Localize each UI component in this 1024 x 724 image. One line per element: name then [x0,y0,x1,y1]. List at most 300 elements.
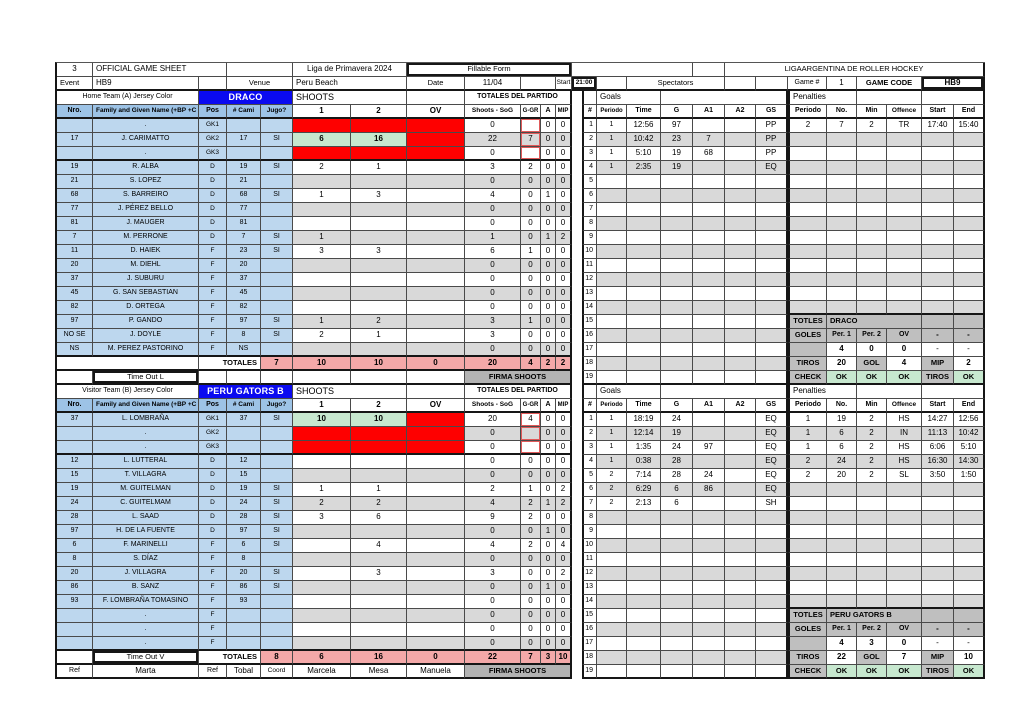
player-jersey[interactable]: 23 [227,245,261,259]
total-a[interactable]: 0 [541,147,556,161]
player-jersey[interactable]: 37 [227,273,261,287]
shoots-period2[interactable] [351,259,407,273]
pen-min[interactable] [857,203,887,217]
pen-min[interactable] [857,483,887,497]
goal-gs[interactable] [756,217,788,231]
pen-min[interactable]: 2 [857,413,887,427]
coord-name[interactable]: Marcela [293,665,351,679]
total-a[interactable]: 0 [541,245,556,259]
total-mip[interactable]: 0 [556,119,572,133]
goal-time[interactable]: 18:19 [627,413,661,427]
goal-assist1[interactable] [693,161,725,175]
goal-time[interactable] [627,203,661,217]
goal-time[interactable] [627,245,661,259]
total-a[interactable]: 0 [541,483,556,497]
pen-periodo[interactable] [788,539,827,553]
shoots-period2[interactable] [351,175,407,189]
goal-time[interactable] [627,665,661,679]
goal-assist1[interactable] [693,119,725,133]
goal-assist2[interactable] [725,189,756,203]
pen-end[interactable] [954,301,985,315]
pen-start[interactable] [922,273,954,287]
player-name[interactable]: . [93,609,199,623]
date-value[interactable]: 11/04 [465,77,521,91]
pen-periodo[interactable] [788,581,827,595]
shoots-period1[interactable] [293,273,351,287]
goal-gs[interactable]: PP [756,147,788,161]
pen-no[interactable] [827,231,857,245]
player-played[interactable] [261,147,293,161]
player-name[interactable]: . [93,147,199,161]
goal-periodo[interactable]: 2 [597,497,627,511]
totales-period1[interactable]: 6 [293,651,351,665]
goal-assist2[interactable] [725,553,756,567]
total-mip[interactable]: 0 [556,427,572,441]
total-a[interactable]: 1 [541,189,556,203]
player-jersey[interactable]: 37 [227,413,261,427]
player-pos[interactable]: F [199,343,227,357]
shoots-period1[interactable] [293,595,351,609]
goal-periodo[interactable] [597,343,627,357]
totales-ov[interactable]: 0 [407,357,465,371]
player-played[interactable] [261,217,293,231]
goal-time[interactable] [627,553,661,567]
player-played[interactable] [261,623,293,637]
goal-scorer[interactable] [661,623,693,637]
player-name[interactable]: G. SAN SEBASTIAN [93,287,199,301]
goal-assist1[interactable] [693,231,725,245]
summary-gol-value[interactable]: 7 [887,651,922,665]
total-sog[interactable]: 0 [465,595,521,609]
shoots-ov[interactable] [407,175,465,189]
shoots-ov[interactable] [407,245,465,259]
goal-time[interactable]: 10:42 [627,133,661,147]
goal-assist1[interactable] [693,357,725,371]
pen-min[interactable] [857,161,887,175]
player-played[interactable] [261,553,293,567]
player-played[interactable]: SI [261,525,293,539]
shoots-period1[interactable]: 1 [293,231,351,245]
pen-start[interactable]: 17:40 [922,119,954,133]
total-mip[interactable]: 0 [556,623,572,637]
player-jersey[interactable]: 97 [227,525,261,539]
player-jersey[interactable]: 8 [227,553,261,567]
total-sog[interactable]: 0 [465,427,521,441]
goal-periodo[interactable] [597,301,627,315]
player-nro[interactable] [57,623,93,637]
player-name[interactable]: M. PERRONE [93,231,199,245]
summary-tiros-value[interactable]: 20 [827,357,857,371]
total-a[interactable]: 0 [541,553,556,567]
shoots-period2[interactable] [351,595,407,609]
player-nro[interactable]: 28 [57,511,93,525]
goal-assist1[interactable] [693,329,725,343]
goal-assist1[interactable] [693,651,725,665]
pen-start[interactable] [922,553,954,567]
pen-no[interactable] [827,511,857,525]
shoots-period2[interactable] [351,147,407,161]
pen-no[interactable] [827,525,857,539]
goal-gs[interactable]: EQ [756,441,788,455]
total-mip[interactable]: 2 [556,231,572,245]
goal-assist2[interactable] [725,343,756,357]
player-pos[interactable]: D [199,189,227,203]
goal-assist2[interactable] [725,119,756,133]
pen-min[interactable]: 2 [857,441,887,455]
goal-gs[interactable] [756,525,788,539]
goal-scorer[interactable] [661,245,693,259]
player-name[interactable]: S. BARREIRO [93,189,199,203]
total-a[interactable]: 0 [541,595,556,609]
pen-offence[interactable]: SL [887,469,922,483]
player-played[interactable]: SI [261,245,293,259]
total-a[interactable]: 0 [541,469,556,483]
player-played[interactable] [261,259,293,273]
game-number-value[interactable]: 1 [827,77,857,91]
totales-period1[interactable]: 10 [293,357,351,371]
pen-end[interactable] [954,189,985,203]
total-a[interactable]: 0 [541,301,556,315]
pen-end[interactable] [954,217,985,231]
player-played[interactable] [261,469,293,483]
pen-min[interactable]: 2 [857,455,887,469]
goal-time[interactable] [627,175,661,189]
player-pos[interactable]: D [199,455,227,469]
pen-end[interactable] [954,245,985,259]
totales-jugo[interactable]: 8 [261,651,293,665]
player-name[interactable]: B. SANZ [93,581,199,595]
total-a[interactable]: 0 [541,343,556,357]
goal-assist2[interactable] [725,413,756,427]
shoots-period2[interactable]: 4 [351,539,407,553]
goal-periodo[interactable]: 1 [597,441,627,455]
goal-gs[interactable] [756,231,788,245]
goal-time[interactable] [627,273,661,287]
pen-offence[interactable] [887,273,922,287]
pen-end[interactable]: 12:56 [954,413,985,427]
pen-end[interactable] [954,287,985,301]
pen-min[interactable] [857,133,887,147]
pen-end[interactable] [954,259,985,273]
player-nro[interactable] [57,427,93,441]
total-a[interactable]: 0 [541,567,556,581]
goal-assist2[interactable] [725,329,756,343]
total-sog[interactable]: 3 [465,161,521,175]
goal-scorer[interactable] [661,581,693,595]
pen-offence[interactable]: HS [887,455,922,469]
shoots-period1[interactable]: 2 [293,329,351,343]
player-pos[interactable]: GK3 [199,441,227,455]
player-pos[interactable]: D [199,497,227,511]
start-time-value[interactable]: 21:00 [572,77,597,91]
pen-min[interactable] [857,287,887,301]
pen-min[interactable] [857,567,887,581]
goal-assist1[interactable] [693,553,725,567]
pen-periodo[interactable] [788,175,827,189]
shoots-period1[interactable]: 1 [293,189,351,203]
goal-gs[interactable] [756,315,788,329]
player-jersey[interactable]: 24 [227,497,261,511]
pen-start[interactable] [922,217,954,231]
total-g-gr[interactable]: 0 [521,175,541,189]
pen-start[interactable] [922,287,954,301]
goal-gs[interactable] [756,595,788,609]
pen-end[interactable] [954,175,985,189]
goal-gs[interactable]: EQ [756,161,788,175]
goal-time[interactable] [627,301,661,315]
totales-g-gr[interactable]: 7 [521,651,541,665]
total-mip[interactable]: 0 [556,581,572,595]
shoots-period2[interactable] [351,469,407,483]
player-nro[interactable]: 15 [57,469,93,483]
pen-offence[interactable]: IN [887,427,922,441]
goal-scorer[interactable] [661,637,693,651]
player-jersey[interactable]: 68 [227,189,261,203]
goal-periodo[interactable] [597,651,627,665]
goal-periodo[interactable] [597,511,627,525]
total-g-gr[interactable]: 0 [521,343,541,357]
pen-no[interactable] [827,133,857,147]
pen-offence[interactable] [887,217,922,231]
goal-assist1[interactable] [693,595,725,609]
pen-start[interactable] [922,133,954,147]
summary-mip-value[interactable]: 10 [954,651,985,665]
goal-assist1[interactable] [693,245,725,259]
goal-periodo[interactable] [597,245,627,259]
shoots-period1[interactable] [293,469,351,483]
shoots-period2[interactable]: 3 [351,567,407,581]
pen-no[interactable]: 7 [827,119,857,133]
player-pos[interactable]: F [199,259,227,273]
shoots-ov[interactable] [407,567,465,581]
total-sog[interactable]: 0 [465,581,521,595]
pen-periodo[interactable]: 1 [788,427,827,441]
total-g-gr[interactable]: 0 [521,455,541,469]
pen-no[interactable] [827,259,857,273]
total-mip[interactable]: 0 [556,147,572,161]
goal-assist1[interactable] [693,315,725,329]
pen-start[interactable] [922,581,954,595]
player-name[interactable]: S. LOPEZ [93,175,199,189]
shoots-ov[interactable] [407,203,465,217]
pen-periodo[interactable] [788,301,827,315]
pen-periodo[interactable] [788,497,827,511]
pen-end[interactable] [954,595,985,609]
goal-time[interactable]: 2:35 [627,161,661,175]
pen-periodo[interactable] [788,273,827,287]
total-mip[interactable]: 2 [556,483,572,497]
shoots-period1[interactable]: 10 [293,413,351,427]
total-a[interactable]: 1 [541,525,556,539]
goal-assist1[interactable] [693,623,725,637]
total-g-gr[interactable]: 1 [521,483,541,497]
goal-gs[interactable]: EQ [756,469,788,483]
pen-periodo[interactable] [788,511,827,525]
goal-assist2[interactable] [725,525,756,539]
shoots-period2[interactable] [351,525,407,539]
total-g-gr[interactable]: 0 [521,567,541,581]
player-played[interactable] [261,343,293,357]
pen-min[interactable] [857,581,887,595]
player-nro[interactable]: 45 [57,287,93,301]
goal-periodo[interactable]: 2 [597,483,627,497]
shoots-period2[interactable]: 3 [351,189,407,203]
player-pos[interactable]: D [199,525,227,539]
total-g-gr[interactable]: 0 [521,637,541,651]
goal-gs[interactable] [756,273,788,287]
player-jersey[interactable] [227,637,261,651]
total-sog[interactable]: 22 [465,133,521,147]
player-name[interactable]: P. GANDO [93,315,199,329]
total-mip[interactable]: 4 [556,539,572,553]
summary-goles-ov[interactable]: 0 [887,637,922,651]
total-sog[interactable]: 9 [465,511,521,525]
goal-gs[interactable] [756,553,788,567]
pen-start[interactable] [922,539,954,553]
goal-assist1[interactable] [693,511,725,525]
player-played[interactable]: SI [261,315,293,329]
goal-gs[interactable] [756,287,788,301]
player-jersey[interactable]: 45 [227,287,261,301]
goal-scorer[interactable]: 19 [661,147,693,161]
total-mip[interactable]: 2 [556,497,572,511]
pen-no[interactable]: 6 [827,427,857,441]
pen-start[interactable] [922,203,954,217]
game-code-value[interactable]: HB9 [922,77,985,91]
total-a[interactable]: 1 [541,581,556,595]
total-sog[interactable]: 0 [465,637,521,651]
total-sog[interactable]: 6 [465,245,521,259]
goal-scorer[interactable] [661,189,693,203]
pen-offence[interactable]: HS [887,413,922,427]
totales-sog[interactable]: 20 [465,357,521,371]
pen-periodo[interactable]: 2 [788,455,827,469]
goal-assist2[interactable] [725,511,756,525]
player-name[interactable]: . [93,441,199,455]
total-sog[interactable]: 0 [465,525,521,539]
pen-no[interactable] [827,301,857,315]
totales-a[interactable]: 3 [541,651,556,665]
goal-assist2[interactable] [725,427,756,441]
shoots-period1[interactable] [293,525,351,539]
total-sog[interactable]: 1 [465,231,521,245]
goal-assist1[interactable] [693,189,725,203]
pen-min[interactable] [857,259,887,273]
shoots-period1[interactable]: 2 [293,497,351,511]
player-nro[interactable]: 11 [57,245,93,259]
shoots-period2[interactable]: 10 [351,413,407,427]
shoots-ov[interactable] [407,301,465,315]
total-sog[interactable]: 0 [465,259,521,273]
pen-offence[interactable] [887,175,922,189]
player-pos[interactable]: GK2 [199,427,227,441]
goal-gs[interactable]: EQ [756,483,788,497]
pen-start[interactable] [922,511,954,525]
goal-assist1[interactable] [693,525,725,539]
shoots-period1[interactable] [293,637,351,651]
player-played[interactable] [261,119,293,133]
goal-gs[interactable] [756,511,788,525]
player-played[interactable] [261,203,293,217]
pen-min[interactable] [857,595,887,609]
goal-scorer[interactable] [661,231,693,245]
shoots-ov[interactable] [407,581,465,595]
total-mip[interactable]: 0 [556,609,572,623]
pen-periodo[interactable] [788,287,827,301]
pen-end[interactable] [954,581,985,595]
goal-scorer[interactable] [661,539,693,553]
player-nro[interactable]: 19 [57,483,93,497]
summary-tiros-value[interactable]: 22 [827,651,857,665]
total-g-gr[interactable] [521,119,541,133]
player-name[interactable]: H. DE LA FUENTE [93,525,199,539]
total-g-gr[interactable]: 0 [521,301,541,315]
goal-assist1[interactable] [693,609,725,623]
player-nro[interactable]: 81 [57,217,93,231]
goal-assist1[interactable] [693,217,725,231]
total-sog[interactable]: 0 [465,147,521,161]
player-jersey[interactable]: 19 [227,161,261,175]
goal-scorer[interactable]: 24 [661,413,693,427]
shoots-ov[interactable] [407,315,465,329]
pen-offence[interactable] [887,147,922,161]
player-name[interactable]: L. LOMBRAÑA [93,413,199,427]
pen-min[interactable] [857,217,887,231]
pen-offence[interactable] [887,483,922,497]
player-pos[interactable]: GK2 [199,133,227,147]
pen-start[interactable] [922,567,954,581]
total-sog[interactable]: 0 [465,175,521,189]
pen-end[interactable] [954,231,985,245]
goal-scorer[interactable]: 19 [661,427,693,441]
goal-scorer[interactable]: 23 [661,133,693,147]
player-played[interactable] [261,455,293,469]
goal-assist2[interactable] [725,371,756,385]
shoots-period2[interactable]: 2 [351,315,407,329]
shoots-period2[interactable]: 3 [351,245,407,259]
player-pos[interactable]: F [199,287,227,301]
goal-assist1[interactable] [693,287,725,301]
shoots-period1[interactable] [293,441,351,455]
pen-periodo[interactable]: 2 [788,469,827,483]
shoots-period2[interactable] [351,441,407,455]
goal-periodo[interactable] [597,273,627,287]
goal-time[interactable] [627,371,661,385]
player-nro[interactable]: 8 [57,553,93,567]
pen-end[interactable]: 14:30 [954,455,985,469]
total-a[interactable]: 0 [541,315,556,329]
total-a[interactable]: 0 [541,203,556,217]
shoots-ov[interactable] [407,525,465,539]
goal-scorer[interactable] [661,329,693,343]
total-g-gr[interactable]: 0 [521,203,541,217]
player-played[interactable] [261,175,293,189]
pen-min[interactable] [857,525,887,539]
team-a-timeout-field[interactable]: Time Out L [93,371,199,385]
player-nro[interactable]: 37 [57,273,93,287]
goal-periodo[interactable] [597,357,627,371]
goal-assist1[interactable] [693,301,725,315]
total-sog[interactable]: 0 [465,301,521,315]
summary-goles-ov[interactable]: 0 [887,343,922,357]
pen-no[interactable]: 24 [827,455,857,469]
goal-time[interactable] [627,581,661,595]
pen-periodo[interactable] [788,231,827,245]
shoots-ov[interactable] [407,539,465,553]
goal-periodo[interactable] [597,525,627,539]
player-played[interactable]: SI [261,497,293,511]
shoots-period1[interactable]: 6 [293,133,351,147]
